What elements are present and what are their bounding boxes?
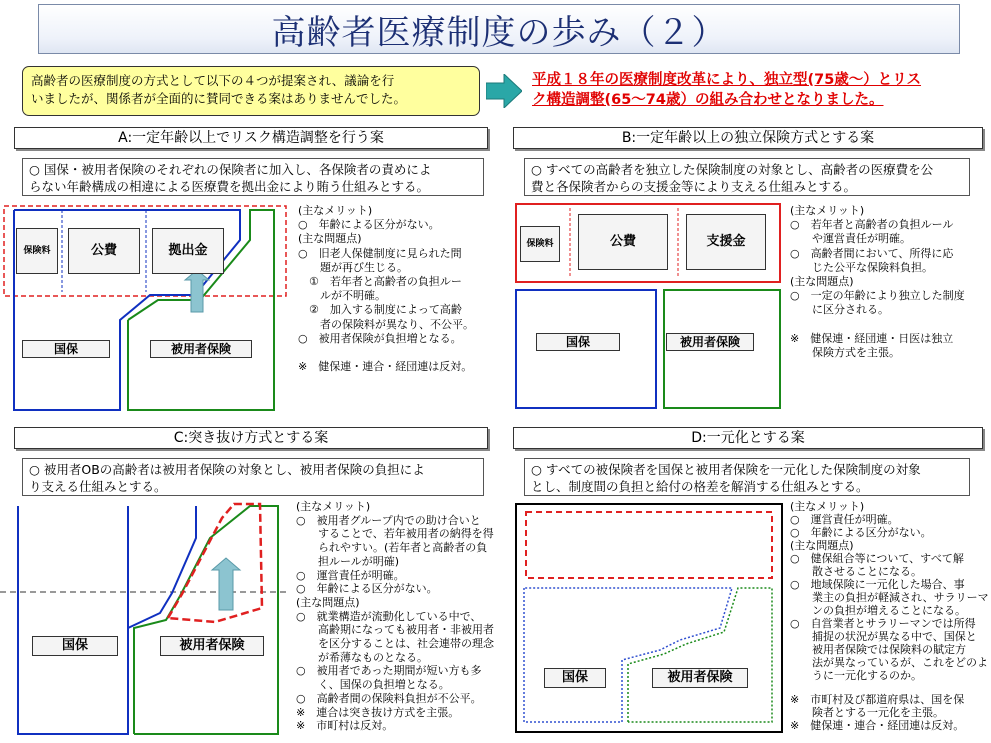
up-arrow-icon — [212, 558, 240, 610]
note-line: に区分される。 — [790, 303, 889, 317]
section-c-title-text: C:突き抜け方式とする案 — [173, 430, 329, 446]
note-line: ※ 市町村及び都道府県は、国を保 — [790, 693, 965, 706]
section-c-description — [22, 458, 484, 496]
section-a-desc-line-2: らない年齢構成の相違による医療費を拠出金により賄う仕組みとする。 — [29, 179, 430, 194]
elderly-band — [526, 512, 772, 578]
note-line: ○ 若年者と高齢者の負担ルール — [790, 218, 954, 232]
note-line — [298, 346, 474, 360]
note-line: ○ 被用者保険が負担増となる。 — [298, 331, 462, 345]
note-line: (主な問題点) — [790, 275, 854, 289]
note-line: ○ 年齢による区分がない。 — [790, 526, 932, 539]
section-b-title — [513, 127, 983, 149]
note-line: ※ 健保連・経団連・日医は独立 — [790, 331, 954, 345]
note-line: ② 加入する制度によって高齢 — [298, 303, 462, 317]
note-line: (主なメリット) — [790, 500, 865, 513]
note-line: ※ 市町村は反対。 — [296, 719, 394, 733]
section-b-desc-line-2: 費と各保険者からの支援金等により支える仕組みとする。 — [531, 179, 857, 194]
label-hiyosha-hoken: 被用者保険 — [160, 636, 264, 656]
note-line: ○ 被用者であった期間が短い方も多 — [296, 664, 482, 678]
note-line: ○ 一定の年齢により独立した制度 — [790, 289, 965, 303]
label-hiyosha-hoken: 被用者保険 — [150, 340, 252, 358]
label-kokuho: 国保 — [544, 668, 606, 688]
conclusion-line-2: ク構造調整(65～74歳）の組み合わせとなりました。 — [532, 92, 884, 108]
section-a-notes — [298, 204, 474, 374]
note-line: 者の保険料が異なり、不公平。 — [298, 317, 474, 331]
note-line: 保険方式を主張。 — [790, 345, 900, 359]
note-line: ○ 高齢者間の保険料負担が不公平。 — [296, 691, 482, 705]
hiyosha-outline — [628, 588, 772, 722]
conclusion-text — [532, 70, 982, 110]
note-line: ○ 地域保険に一元化した場合、事 — [790, 578, 965, 591]
note-line: (主な問題点) — [790, 539, 854, 552]
label-shienkin: 支援金 — [686, 214, 766, 270]
label-kokuho: 国保 — [22, 340, 110, 358]
note-line: ※ 健保連・連合・経団連は反対。 — [298, 360, 473, 374]
hiyosha-outline — [134, 506, 278, 734]
note-line: ※ 健保連・連合・経団連は反対。 — [790, 719, 965, 732]
right-arrow-icon — [486, 74, 522, 108]
note-line: ○ 運営責任が明確。 — [296, 568, 405, 582]
page-title: 高齢者医療制度の歩み（２） — [271, 12, 727, 53]
note-line: 捕捉の状況が異なる中で、国保と — [790, 630, 977, 643]
note-line — [790, 318, 965, 332]
ob-elderly-band — [168, 504, 262, 622]
section-d-diagram — [510, 500, 790, 738]
label-kyoshutsukin: 拠出金 — [152, 228, 224, 274]
note-line: ○ 自営業者とサラリーマンでは所得 — [790, 617, 976, 630]
section-a-title — [14, 127, 488, 149]
section-d-description — [524, 458, 970, 496]
note-line: ○ 就業構造が流動化している中で、 — [296, 609, 482, 623]
title-banner — [38, 4, 960, 54]
note-line: ○ 運営責任が明確。 — [790, 513, 899, 526]
note-line: ○ 年齢による区分がない。 — [298, 218, 440, 232]
intro-box — [22, 66, 480, 116]
kokuho-outline — [18, 506, 128, 734]
note-line: ① 若年者と高齢者の負担ルー — [298, 275, 462, 289]
label-kohi: 公費 — [578, 214, 668, 270]
note-line: (主なメリット) — [296, 500, 371, 513]
intro-line-1: 高齢者の医療制度の方式として以下の４つが提案され、議論を行 — [31, 73, 395, 88]
note-line: (主なメリット) — [790, 204, 865, 217]
section-b-title-text: B:一定年齢以上の独立保険方式とする案 — [621, 130, 875, 146]
note-line: ※ 連合は突き抜け方式を主張。 — [296, 705, 460, 719]
section-c-diagram — [0, 498, 292, 738]
note-line: られやすい。(若年者と高齢者の負 — [296, 541, 488, 555]
note-line: ルが不明確。 — [298, 289, 386, 303]
section-b-desc-line-1: ○ すべての高齢者を独立した保険制度の対象とし、高齢者の医療費を公 — [531, 162, 934, 177]
note-line: ○ 旧老人保健制度に見られた問 — [298, 246, 462, 260]
note-line: 担ルールが明確) — [296, 554, 400, 568]
label-hokenryo: 保険料 — [520, 226, 560, 262]
section-d-title-text: D:一元化とする案 — [691, 430, 805, 446]
note-line: 被用者保険では保険料の賦定方 — [790, 643, 966, 656]
label-kohi: 公費 — [68, 228, 140, 274]
note-line: (主な問題点) — [296, 595, 360, 609]
conclusion-line-1: 平成１８年の医療制度改革により、独立型(75歳～）とリス — [532, 72, 922, 88]
note-line: 散させることになる。 — [790, 565, 922, 578]
note-line: 業主の負担が軽減され、サラリーマ — [790, 591, 989, 604]
up-arrow-icon — [185, 270, 209, 312]
note-line: ○ 健保組合等について、すべて解 — [790, 552, 964, 565]
note-line: うに一元化するのか。 — [790, 669, 922, 682]
note-line: ○ 被用者グループ内での助け合いと — [296, 513, 481, 527]
section-d-desc-line-2: とし、制度間の負担と給付の格差を解消する仕組みとする。 — [531, 479, 869, 494]
note-line: ○ 年齢による区分がない。 — [296, 582, 438, 596]
note-line: 法が異なっているが、これをどのよ — [790, 656, 988, 669]
note-line: ンの負担が増えることになる。 — [790, 604, 966, 617]
note-line: ○ 高齢者間において、所得に応 — [790, 246, 954, 260]
note-line — [790, 682, 989, 693]
section-b-description — [524, 158, 970, 196]
section-c-title — [14, 427, 488, 449]
section-c-notes — [296, 500, 494, 733]
label-kokuho: 国保 — [536, 333, 620, 351]
section-c-desc-line-2: り支える仕組みとする。 — [29, 479, 167, 494]
note-line: が希薄なものとなる。 — [296, 650, 428, 664]
note-line: 険者とする一元化を主張。 — [790, 706, 944, 719]
section-a-title-text: A:一定年齢以上でリスク構造調整を行う案 — [118, 130, 384, 146]
section-d-title — [513, 427, 983, 449]
label-hiyosha-hoken: 被用者保険 — [666, 333, 754, 351]
note-line: することで、若年被用者の納得を得 — [296, 527, 494, 541]
label-hokenryo: 保険料 — [16, 228, 58, 274]
note-line: を区分することは、社会連帯の理念 — [296, 637, 494, 651]
note-line: く、国保の負担増となる。 — [296, 678, 450, 692]
label-hiyosha-hoken: 被用者保険 — [652, 668, 748, 688]
section-a-desc-line-1: ○ 国保・被用者保険のそれぞれの保険者に加入し、各保険者の責めによ — [29, 162, 432, 177]
note-line: (主なメリット) — [298, 204, 373, 217]
label-kokuho: 国保 — [32, 636, 118, 656]
note-line: 題が再び生じる。 — [298, 260, 408, 274]
section-a-description — [22, 158, 484, 196]
unified-insurance-outline — [516, 504, 782, 732]
note-line: や運営責任が明確。 — [790, 232, 911, 246]
note-line: じた公平な保険料負担。 — [790, 260, 933, 274]
section-d-desc-line-1: ○ すべての被保険者を国保と被用者保険を一元化した保険制度の対象 — [531, 462, 921, 477]
section-d-notes — [790, 500, 989, 732]
section-b-notes — [790, 204, 965, 360]
note-line: (主な問題点) — [298, 232, 362, 246]
section-c-desc-line-1: ○ 被用者OBの高齢者は被用者保険の対象とし、被用者保険の負担によ — [29, 462, 425, 477]
intro-line-2: いましたが、関係者が全面的に賛同できる案はありませんでした。 — [31, 91, 407, 106]
note-line: 高齢期になっても被用者・非被用者 — [296, 623, 494, 637]
